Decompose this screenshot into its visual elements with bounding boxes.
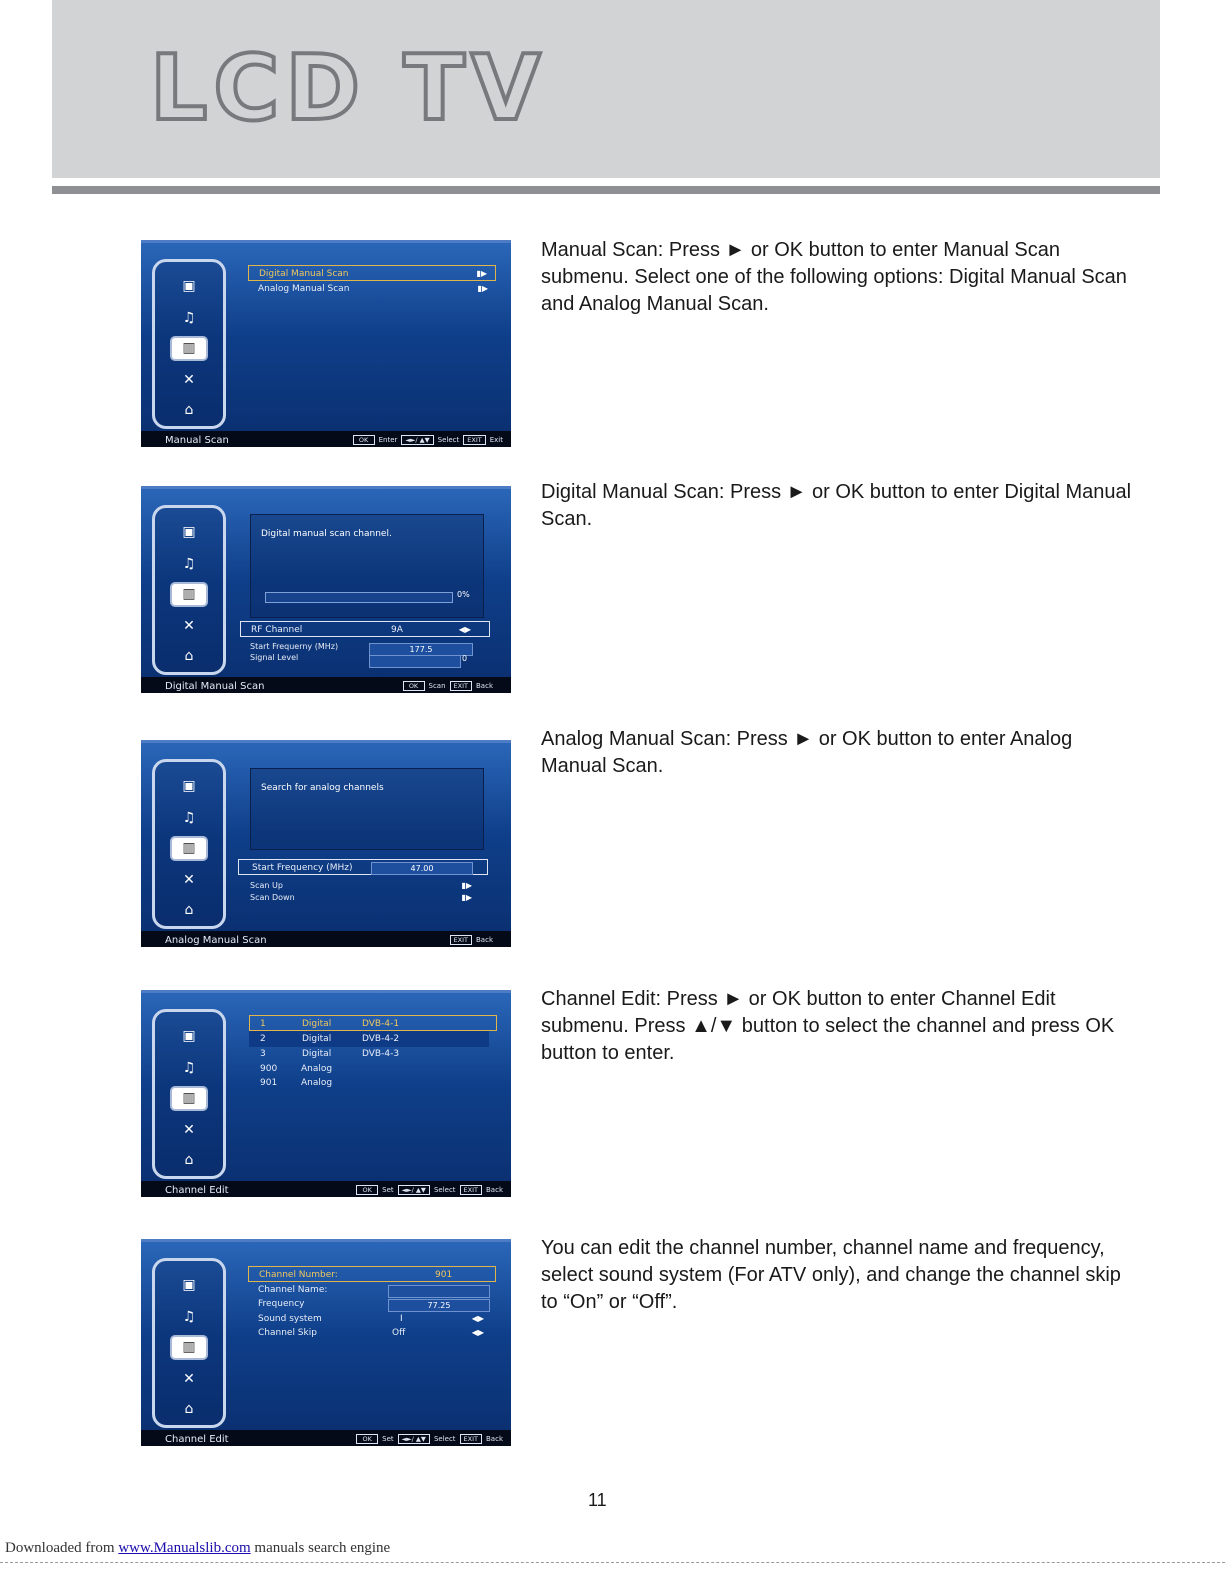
rf-channel-row[interactable]: RF Channel 9A ◀▶ bbox=[240, 621, 490, 637]
osd-statusbar bbox=[141, 931, 511, 947]
footer-divider bbox=[0, 1562, 1225, 1563]
page-number: 11 bbox=[588, 1490, 607, 1510]
channel-row[interactable]: 1 Digital DVB-4-1 bbox=[249, 1015, 497, 1031]
channel-icon: ▥ bbox=[172, 338, 206, 359]
lock-icon: ⌂ bbox=[184, 402, 194, 418]
signal-level-row: Signal Level bbox=[250, 653, 299, 662]
header-divider bbox=[52, 186, 1160, 194]
menu-item-analog-manual-scan[interactable]: Analog Manual Scan ▮▶ bbox=[248, 281, 496, 297]
osd-sidebar bbox=[152, 259, 226, 429]
signal-level-value: 0 bbox=[462, 654, 468, 663]
start-frequency-value: 47.00 bbox=[371, 862, 473, 875]
left-right-arrows-icon: ◀▶ bbox=[471, 1328, 484, 1337]
channel-edit-detail-screen bbox=[141, 1239, 511, 1446]
analog-manual-scan-description: Analog Manual Scan: Press ► or OK button to enter Analog Manual Scan. bbox=[541, 728, 1073, 777]
manual-scan-description: Manual Scan: Press ► or OK button to enter Manual Scan submenu. Select one of the following options: Digital Manual Scan and Analog Manual Scan. bbox=[541, 239, 1127, 315]
osd-statusbar bbox=[141, 431, 511, 447]
progress-bar bbox=[265, 592, 453, 603]
time-icon: ✕ bbox=[183, 1122, 195, 1138]
key-hints: EXIT Back bbox=[450, 935, 493, 945]
lock-icon: ⌂ bbox=[184, 648, 194, 664]
time-icon: ✕ bbox=[183, 618, 195, 634]
screen-title: Channel Edit bbox=[165, 1185, 229, 1196]
screen-title: Manual Scan bbox=[165, 435, 229, 446]
enter-arrow-icon: ▮▶ bbox=[476, 269, 487, 278]
screen-title: Digital Manual Scan bbox=[165, 681, 265, 692]
channel-name-row[interactable]: Channel Name: bbox=[258, 1285, 328, 1295]
sound-icon: ♫ bbox=[182, 1309, 196, 1325]
channel-edit-detail-description: You can edit the channel number, channel name and frequency, select sound system (For ATV only), and change the channel skip to “On” or “Off”. bbox=[541, 1237, 1121, 1313]
frequency-row[interactable]: Frequency bbox=[258, 1299, 305, 1309]
lock-icon: ⌂ bbox=[184, 1152, 194, 1168]
sound-icon: ♫ bbox=[182, 1060, 196, 1076]
digital-manual-scan-screen bbox=[141, 486, 511, 693]
scan-down-item[interactable]: Scan Down ▮▶ bbox=[250, 893, 472, 902]
channel-row[interactable]: 901 Analog bbox=[260, 1078, 333, 1088]
channel-edit-list-screen bbox=[141, 990, 511, 1197]
screen-title: Channel Edit bbox=[165, 1434, 229, 1445]
scan-up-item[interactable]: Scan Up ▮▶ bbox=[250, 881, 472, 890]
sound-icon: ♫ bbox=[182, 556, 196, 572]
lock-icon: ⌂ bbox=[184, 1401, 194, 1417]
picture-icon: ▣ bbox=[182, 524, 196, 540]
osd-sidebar bbox=[152, 505, 226, 675]
osd-sidebar bbox=[152, 1258, 226, 1428]
enter-arrow-icon: ▮▶ bbox=[461, 881, 472, 890]
picture-icon: ▣ bbox=[182, 778, 196, 794]
manual-scan-screen bbox=[141, 240, 511, 447]
enter-arrow-icon: ▮▶ bbox=[461, 893, 472, 902]
logo-lcd-tv: LCD TV bbox=[150, 36, 547, 141]
scan-panel: Digital manual scan channel. 0% bbox=[250, 514, 484, 618]
key-hints: OK Set ◄►/ ▲▼ Select EXIT Back bbox=[356, 1434, 503, 1444]
left-right-arrows-icon: ◀▶ bbox=[471, 1314, 484, 1323]
progress-label: 0% bbox=[457, 590, 470, 599]
key-hints: OK Enter ◄►/ ▲▼ Select EXIT Exit bbox=[353, 435, 503, 445]
key-hints: OK Set ◄►/ ▲▼ Select EXIT Back bbox=[356, 1185, 503, 1195]
channel-icon: ▥ bbox=[172, 1337, 206, 1358]
picture-icon: ▣ bbox=[182, 278, 196, 294]
lock-icon: ⌂ bbox=[184, 902, 194, 918]
signal-level-bar bbox=[369, 655, 461, 668]
left-right-arrows-icon: ◀▶ bbox=[458, 625, 471, 634]
picture-icon: ▣ bbox=[182, 1277, 196, 1293]
channel-icon: ▥ bbox=[172, 838, 206, 859]
time-icon: ✕ bbox=[183, 1371, 195, 1387]
osd-statusbar bbox=[141, 677, 511, 693]
osd-sidebar bbox=[152, 1009, 226, 1179]
picture-icon: ▣ bbox=[182, 1028, 196, 1044]
key-hints: OK Scan EXIT Back bbox=[403, 681, 493, 691]
channel-row[interactable]: 900 Analog bbox=[260, 1064, 333, 1074]
start-frequency-row: Start Frequerny (MHz) bbox=[250, 642, 339, 651]
osd-sidebar bbox=[152, 759, 226, 929]
start-frequency-value: 177.5 bbox=[369, 643, 473, 656]
frequency-field[interactable]: 77.25 bbox=[388, 1299, 490, 1312]
menu-item-digital-manual-scan[interactable]: Digital Manual Scan ▮▶ bbox=[248, 265, 496, 281]
enter-arrow-icon: ▮▶ bbox=[477, 284, 488, 293]
scan-panel: Search for analog channels bbox=[250, 768, 484, 850]
channel-row[interactable]: 2 Digital DVB-4-2 bbox=[249, 1031, 489, 1047]
channel-row[interactable]: 3 Digital DVB-4-3 bbox=[260, 1049, 400, 1059]
manualslib-link[interactable]: www.Manualslib.com bbox=[118, 1540, 251, 1556]
osd-statusbar bbox=[141, 1181, 511, 1197]
analog-manual-scan-screen bbox=[141, 740, 511, 947]
sound-icon: ♫ bbox=[182, 310, 196, 326]
osd-statusbar bbox=[141, 1430, 511, 1446]
channel-icon: ▥ bbox=[172, 1088, 206, 1109]
footer: Downloaded from www.Manualslib.com manuals search engine bbox=[5, 1540, 391, 1556]
channel-number-row[interactable]: Channel Number: 901 bbox=[248, 1266, 496, 1282]
sound-icon: ♫ bbox=[182, 810, 196, 826]
start-frequency-row[interactable]: Start Frequency (MHz) bbox=[238, 859, 488, 875]
time-icon: ✕ bbox=[183, 372, 195, 388]
screen-title: Analog Manual Scan bbox=[165, 935, 267, 946]
channel-icon: ▥ bbox=[172, 584, 206, 605]
time-icon: ✕ bbox=[183, 872, 195, 888]
channel-edit-description: Channel Edit: Press ► or OK button to enter Channel Edit submenu. Press ▲/▼ button to select the channel and press OK button to enter. bbox=[541, 988, 1115, 1064]
digital-manual-scan-description: Digital Manual Scan: Press ► or OK button to enter Digital Manual Scan. bbox=[541, 481, 1132, 530]
channel-skip-row[interactable]: Channel Skip Off ◀▶ bbox=[248, 1325, 496, 1341]
sound-system-row[interactable]: Sound system I ◀▶ bbox=[248, 1311, 496, 1327]
